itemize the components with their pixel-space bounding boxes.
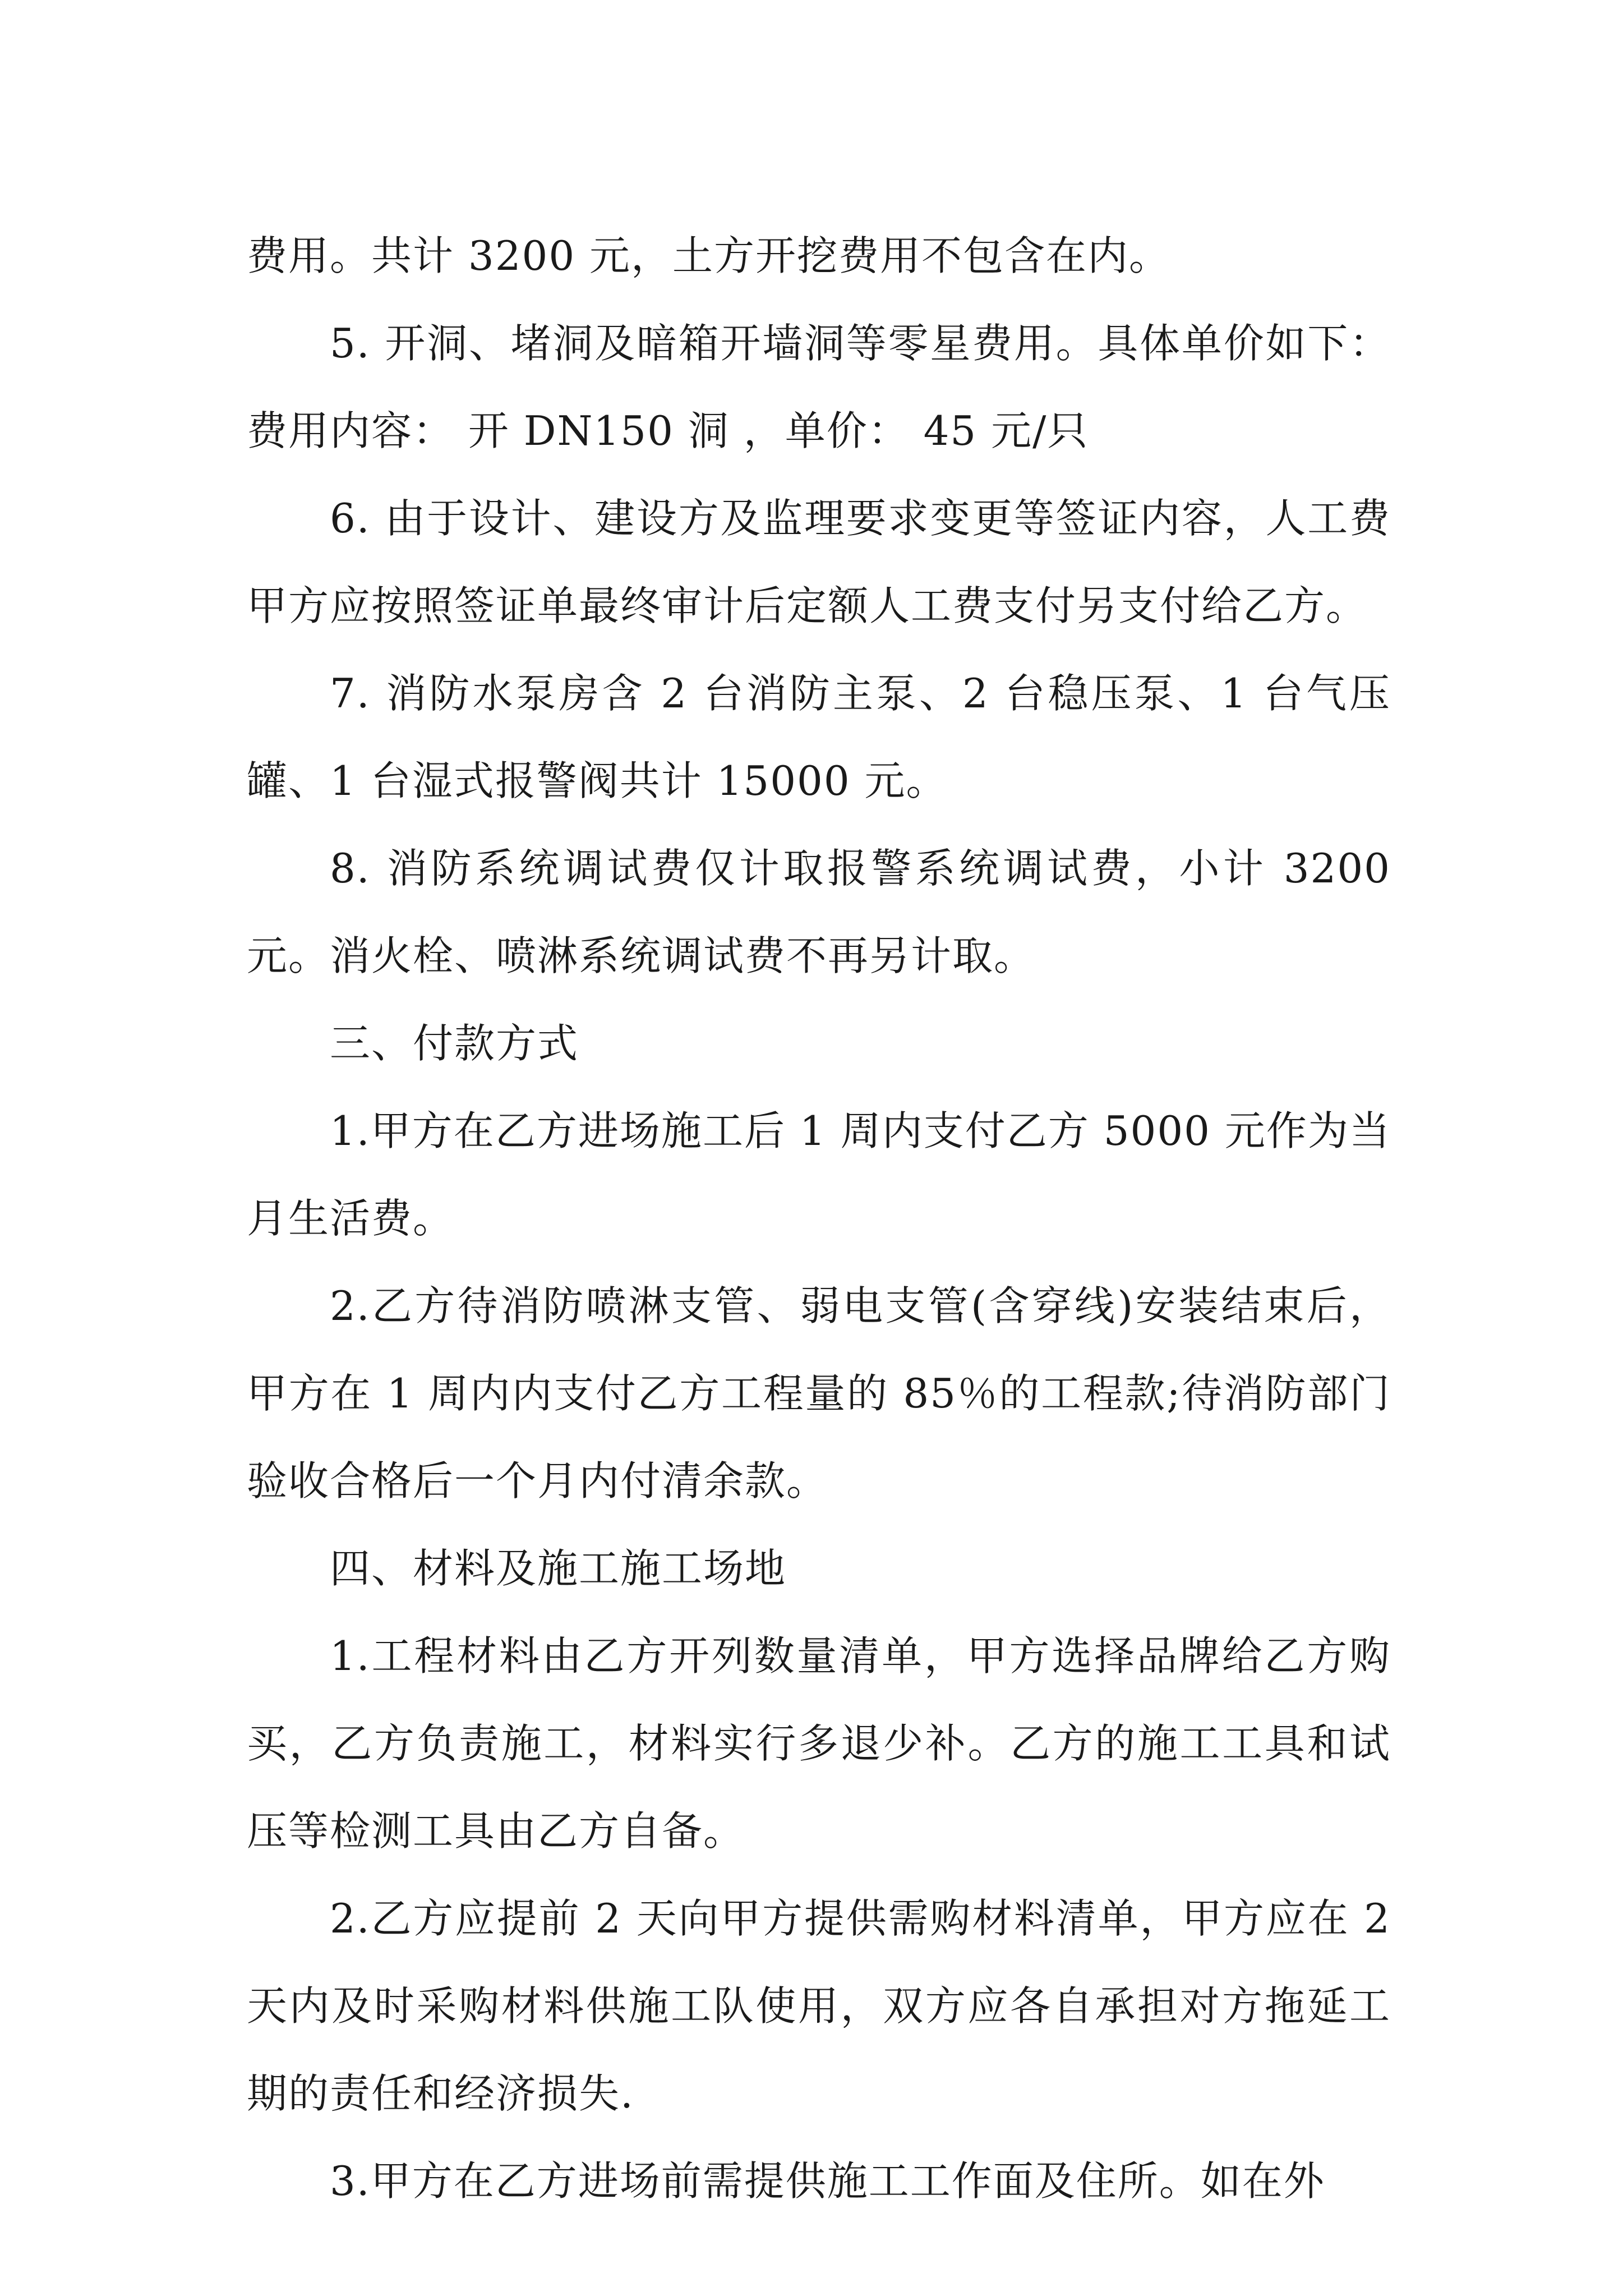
paragraph-payment-1: 1.甲方在乙方进场施工后 1 周内支付乙方 5000 元作为当月生活费。 — [247, 1107, 1391, 1242]
paragraph-item-5-hole-fees: 5. 开洞、堵洞及暗箱开墙洞等零星费用。具体单价如下： 费用内容： 开 DN150 洞 ，单价： 45 元/只 — [247, 320, 1391, 454]
document-body — [247, 212, 1391, 2225]
paragraph-item-8-commissioning: 8. 消防系统调试费仅计取报警系统调试费，小计 3200 元。消火栓、喷淋系统调试费不再另计取。 — [247, 845, 1391, 979]
paragraph-payment-2: 2.乙方待消防喷淋支管、弱电支管(含穿线)安装结束后，甲方在 1 周内内支付乙方工程量的 85％的工程款;待消防部门验收合格后一个月内付清余款。 — [247, 1282, 1391, 1504]
section-heading-payment: 三、付款方式 — [330, 1020, 579, 1067]
paragraph-materials-1: 1.工程材料由乙方开列数量清单，甲方选择品牌给乙方购买，乙方负责施工，材料实行多退少补。乙方的施工工具和试压等检测工具由乙方自备。 — [247, 1632, 1391, 1855]
paragraph-item-6-change-orders: 6. 由于设计、建设方及监理要求变更等签证内容，人工费甲方应按照签证单最终审计后定额人工费支付另支付给乙方。 — [247, 495, 1391, 629]
paragraph-materials-2: 2.乙方应提前 2 天向甲方提供需购材料清单，甲方应在 2 天内及时采购材料供施工队使用，双方应各自承担对方拖延工期的责任和经济损失. — [247, 1895, 1391, 2117]
paragraph-materials-3: 3.甲方在乙方进场前需提供施工工作面及住所。如在外 — [330, 2157, 1325, 2205]
paragraph-item-7-pump-room: 7. 消防水泵房含 2 台消防主泵、2 台稳压泵、1 台气压罐、1 台湿式报警阀共计 15000 元。 — [247, 670, 1391, 804]
section-heading-materials: 四、材料及施工施工场地 — [330, 1545, 787, 1592]
paragraph-cost-total: 费用。共计 3200 元，土方开挖费用不包含在内。 — [247, 232, 1171, 279]
